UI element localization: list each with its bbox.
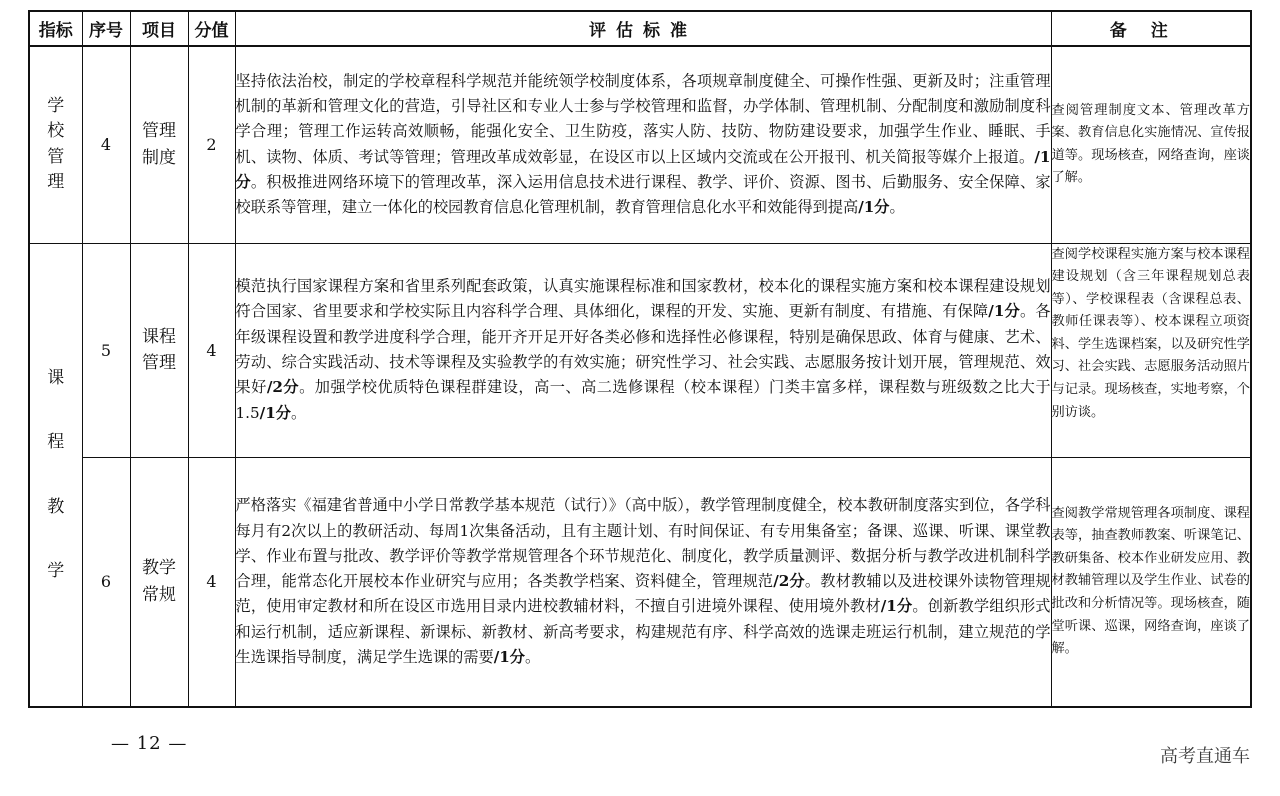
header-criteria: 评估标准	[235, 11, 1051, 46]
criteria-segment: 。	[525, 647, 541, 666]
indicator-cell	[29, 46, 82, 243]
criteria-text	[236, 274, 1051, 426]
table-row	[29, 457, 1251, 707]
item-line: 管理	[142, 121, 176, 142]
indicator-char: 校	[47, 121, 65, 142]
indicator-char: 理	[47, 172, 65, 193]
evaluation-table	[28, 10, 1252, 708]
criteria-cell	[235, 457, 1051, 707]
criteria-score: /2分	[773, 572, 805, 591]
indicator-cell	[29, 243, 82, 707]
note-cell: 查阅管理制度文本、管理改革方案、教育信息化实施情况、宣传报道等。现场核查，网络查询，座谈了解。	[1051, 46, 1251, 243]
criteria-score: /1分	[988, 302, 1020, 321]
item-line: 管理	[142, 353, 176, 373]
item-line: 制度	[142, 147, 176, 168]
item-cell	[130, 243, 188, 457]
seq-cell: 4	[82, 46, 130, 243]
indicator-char: 课	[47, 367, 65, 388]
criteria-score: /1分	[858, 198, 890, 217]
criteria-segment: 。创新教学组织形式和运行机制，适应新课程、新课标、新教材、新高考要求，构建规范有序、科学高效的选课走班运行机制，建立规范的学生选课指导制度，满足学生选课的需要	[235, 597, 1051, 666]
criteria-cell	[235, 46, 1051, 243]
item-line: 常规	[142, 584, 176, 605]
criteria-segment: 。教材教辅以及进校课外读物管理规范，使用审定教材和所在设区市选用目录内进校教辅材料，不擅自引进境外课程、使用境外教材	[235, 572, 1051, 616]
criteria-segment: 。各年级课程设置和教学进度科学合理，能开齐开足开好各类必修和选择性必修课程，特别是确保思政、体育与健康、艺术、劳动、综合实践活动、技术等课程及实验教学的有效实施；研究性学习、社会实践、志愿服务按计划开展，管理规范、效果好	[235, 302, 1051, 397]
criteria-score: /1分	[259, 403, 291, 422]
indicator-char: 学	[47, 95, 65, 116]
table-header-row	[29, 11, 1251, 46]
indicator-char: 管	[47, 146, 65, 167]
indicator-char: 教	[47, 496, 65, 517]
watermark-text: 高考直通车	[1160, 746, 1250, 767]
indicator-char: 程	[47, 432, 65, 453]
item-line: 课程	[142, 326, 176, 347]
seq-cell: 5	[82, 243, 130, 457]
note-cell: 查阅教学常规管理各项制度、课程表等，抽查教师教案、听课笔记、教研集备、校本作业研发应用、教材教辅管理以及学生作业、试卷的批改和分析情况等。现场核查，随堂听课、巡课，网络查询，座谈了解。	[1051, 457, 1251, 707]
score-cell: 2	[188, 46, 235, 243]
note-cell: 查阅学校课程实施方案与校本课程建设规划（含三年课程规划总表等）、学校课程表（含课程总表、教师任课表等）、校本课程立项资料、学生选课档案，以及研究性学习、社会实践、志愿服务活动照片与记录。现场核查，实地考察，个别访谈。	[1051, 243, 1251, 457]
criteria-segment: 模范执行国家课程方案和省里系列配套政策，认真实施课程标准和国家教材，校本化的课程实施方案和校本课程建设规划符合国家、省里要求和学校实际且内容科学合理、具体细化，课程的开发、实施、更新有制度、有措施、有保障	[235, 277, 1051, 321]
criteria-segment: 。	[290, 403, 307, 422]
criteria-score: /1分	[493, 647, 525, 666]
indicator-char: 学	[47, 561, 65, 582]
criteria-segment: 严格落实《福建省普通中小学日常教学基本规范（试行）》（高中版），教学管理制度健全，校本教研制度落实到位，各学科每月有2次以上的教研活动、每周1次集备活动，且有主题计划、有时间保证、有专用集备室；备课、巡课、听课、课堂教学、作业布置与批改、教学评价等教学常规管理各个环节规范化、制度化，教学质量测评、数据分析与教学改进机制科学合理，能常态化开展校本作业研究与应用；各类教学档案、资料健全，管理规范	[235, 496, 1051, 591]
header-note: 备注	[1051, 11, 1251, 46]
seq-cell: 6	[82, 457, 130, 707]
criteria-score: /2分	[266, 378, 300, 397]
criteria-segment: 。加强学校优质特色课程群建设，高一、高二选修课程（校本课程）门类丰富多样，课程数与班级数之比大于1.5	[235, 378, 1051, 422]
header-score: 分值	[188, 11, 235, 46]
criteria-text	[236, 69, 1051, 221]
evaluation-table-container	[28, 10, 1250, 708]
page-number: — 12 —	[111, 733, 188, 754]
criteria-segment: 坚持依法治校，制定的学校章程科学规范并能统领学校制度体系，各项规章制度健全、可操作性强、更新及时；注重管理机制的革新和管理文化的营造，引导社区和专业人士参与学校管理和监督，办学体制、管理机制、分配制度和激励制度科学合理；管理工作运转高效顺畅，能强化安全、卫生防疫，落实人防、技防、物防建设要求，加强学生作业、睡眠、手机、读物、体质、考试等管理；管理改革成效彰显，在设区市以上区域内交流或在公开报刊、机关简报等媒介上报道。	[235, 71, 1051, 166]
item-cell	[130, 46, 188, 243]
criteria-text	[236, 493, 1051, 670]
criteria-cell	[235, 243, 1051, 457]
criteria-score: /1分	[235, 147, 1051, 192]
header-seq: 序号	[82, 11, 130, 46]
criteria-segment: 。积极推进网络环境下的管理改革，深入运用信息技术进行课程、教学、评价、资源、图书、后勤服务、安全保障、家校联系等管理，建立一体化的校园教育信息化管理机制，教育管理信息化水平和效能得到提高	[235, 173, 1051, 217]
item-cell	[130, 457, 188, 707]
header-item: 项目	[130, 11, 188, 46]
criteria-segment: 。	[889, 198, 905, 217]
table-row	[29, 243, 1251, 457]
table-row	[29, 46, 1251, 243]
header-indicator: 指标	[29, 11, 82, 46]
score-cell: 4	[188, 457, 235, 707]
criteria-score: /1分	[880, 597, 913, 616]
score-cell: 4	[188, 243, 235, 457]
item-line: 教学	[142, 558, 176, 579]
